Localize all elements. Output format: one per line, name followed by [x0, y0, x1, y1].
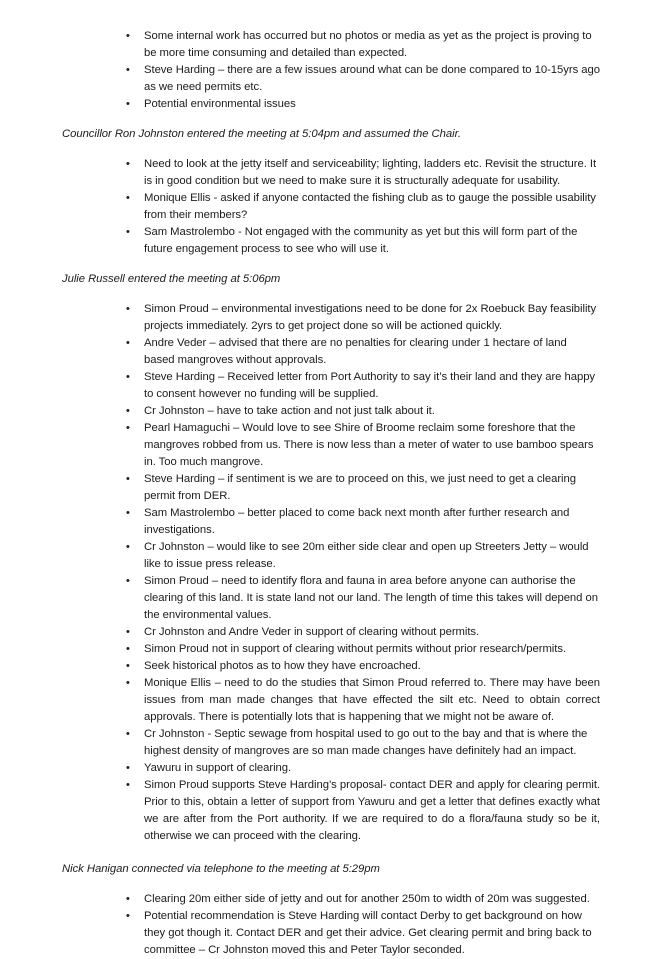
list-item: • Steve Harding – there are a few issues around what can be done compared to 10-15yrs ago as we need permits etc.: [126, 62, 600, 96]
bullet-group-4: [62, 891, 600, 959]
note-ron-johnston: Councillor Ron Johnston entered the meeting at 5:04pm and assumed the Chair.: [62, 128, 461, 140]
list-item: • Cr Johnston – would like to see 20m either side clear and open up Streeters Jetty – would like to issue press release.: [126, 539, 600, 573]
list-item: • Andre Veder – advised that there are no penalties for clearing under 1 hectare of land based mangroves without approvals.: [126, 335, 600, 369]
spacer: [62, 258, 600, 271]
list-item: • Some internal work has occurred but no photos or media as yet as the project is proving to be more time consuming and detailed than expected.: [126, 28, 600, 62]
list-item: • Pearl Hamaguchi – Would love to see Shire of Broome reclaim some foreshore that the mangroves robbed from us. There is now less than a meter of water to use bamboo spears in. Too much mangrove.: [126, 420, 600, 471]
list-item: • Potential recommendation is Steve Harding will contact Derby to get background on how they got though it. Contact DER and get their advice. Get clearing permit and bring back to committee – Cr Johnston moved this and Peter Taylor seconded.: [126, 908, 600, 959]
list-item: • Steve Harding – if sentiment is we are to proceed on this, we just need to get a clearing permit from DER.: [126, 471, 600, 505]
list-item: • Monique Ellis – need to do the studies that Simon Proud referred to. There may have been issues from man made changes that have effected the silt etc. Need to obtain correct approvals. There is potentially lots that is happening that we might not be aware of.: [126, 675, 600, 726]
list-item: • Cr Johnston and Andre Veder in support of clearing without permits.: [126, 624, 600, 641]
list-item: • Simon Proud not in support of clearing without permits without prior research/permits.: [126, 641, 600, 658]
note-julie-russell: Julie Russell entered the meeting at 5:06pm: [62, 273, 281, 285]
list-item: • Simon Proud – environmental investigations need to be done for 2x Roebuck Bay feasibility projects immediately. 2yrs to get project done so will be actioned quickly.: [126, 301, 600, 335]
spacer: [62, 288, 600, 301]
list-item: • Simon Proud supports Steve Harding’s proposal- contact DER and apply for clearing permit. Prior to this, obtain a letter of support from Yawuru and get a letter that defines exactly what we are after from the Port authority. If we are required to do a flora/fauna study so be it, otherwise we can proceed with the clearing.: [126, 777, 600, 845]
list-item: • Monique Ellis - asked if anyone contacted the fishing club as to gauge the possible usability from their members?: [126, 190, 600, 224]
list-item: • Yawuru in support of clearing.: [126, 760, 600, 777]
list-item: • Simon Proud – need to identify flora and fauna in area before anyone can authorise the clearing of this land. It is state land not our land. The length of time this takes will depend on the environmental values.: [126, 573, 600, 624]
list-item: • Cr Johnston - Septic sewage from hospital used to go out to the bay and that is where the highest density of mangroves are so man made changes have definitely had an impact.: [126, 726, 600, 760]
list-item: • Potential environmental issues: [126, 96, 600, 113]
list-item: • Steve Harding – Received letter from Port Authority to say it’s their land and they are happy to consent however no funding will be supplied.: [126, 369, 600, 403]
spacer: [62, 878, 600, 891]
bullet-group-1: [62, 28, 600, 113]
list-item: • Need to look at the jetty itself and serviceability; lighting, ladders etc. Revisit the structure. It is in good condition but we need to make sure it is structurally adequate for usability.: [126, 156, 600, 190]
list-item: • Sam Mastrolembo - Not engaged with the community as yet but this will form part of the future engagement process to see who will use it.: [126, 224, 600, 258]
list-item: • Clearing 20m either side of jetty and out for another 250m to width of 20m was suggested.: [126, 891, 600, 908]
bullet-group-2: [62, 156, 600, 258]
list-item: • Sam Mastrolembo – better placed to come back next month after further research and investigations.: [126, 505, 600, 539]
list-item: • Seek historical photos as to how they have encroached.: [126, 658, 600, 675]
list-item: • Cr Johnston – have to take action and not just talk about it.: [126, 403, 600, 420]
bullet-group-3: [62, 301, 600, 845]
spacer: [62, 143, 600, 156]
spacer: [62, 113, 600, 126]
note-nick-hanigan: Nick Hanigan connected via telephone to the meeting at 5:29pm: [62, 863, 380, 875]
spacer: [62, 845, 600, 861]
